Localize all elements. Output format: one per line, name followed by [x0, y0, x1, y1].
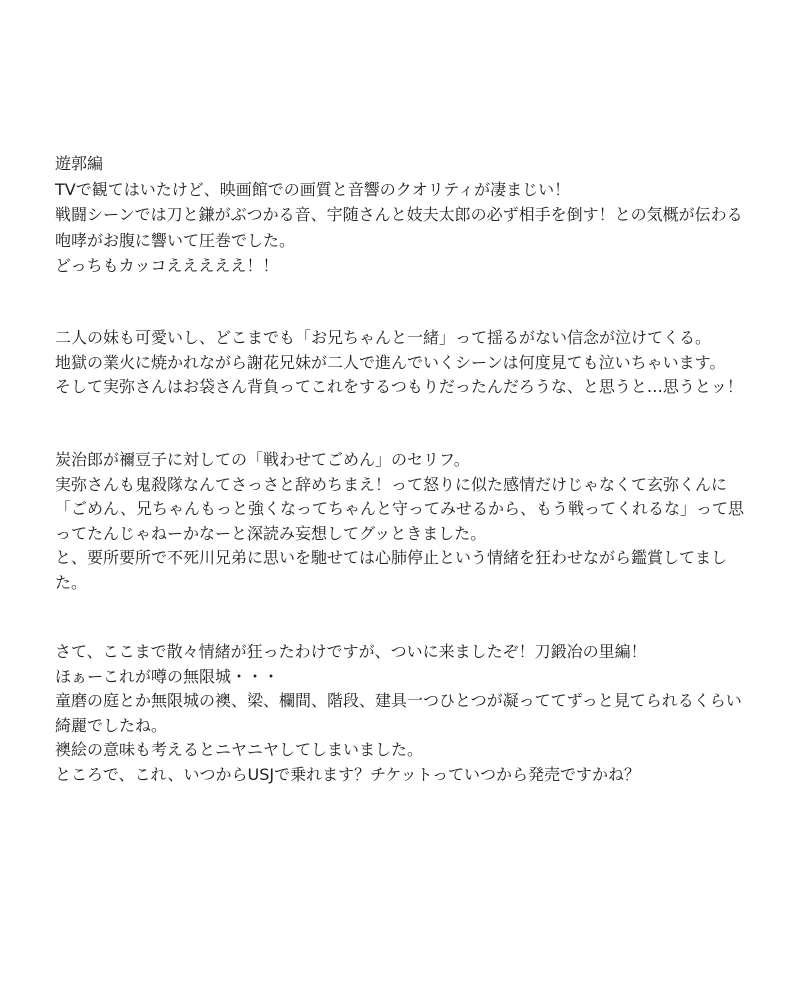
text-line: どっちもカッコえええええ！！	[55, 256, 279, 275]
text-line: と、要所要所で不死川兄弟に思いを馳せては心肺停止という情緒を狂わせながら鑑賞してまし	[55, 548, 728, 567]
text-line: そして実弥さんはお袋さん背負ってこれをするつもりだったんだろうな、と思うと…思うとッ！	[55, 377, 743, 396]
paragraph-2	[55, 326, 785, 400]
paragraph-4	[55, 640, 785, 787]
text-line: 遊郭編	[55, 154, 104, 173]
text-line: 童磨の庭とか無限城の襖、梁、欄間、階段、建具一つひとつが凝っててずっと見てられるくらい	[55, 691, 742, 710]
paragraph-3	[55, 448, 785, 595]
text-line: 「ごめん、兄ちゃんもっと強くなってちゃんと守ってみせるから、もう戦ってくれるな」って思	[55, 499, 744, 518]
text-line: TVで観てはいたけど、映画館での画質と音響のクオリティが凄まじい！	[55, 179, 571, 199]
text-line: た。	[55, 572, 88, 592]
text-line: さて、ここまで散々情緒が狂ったわけですが、ついに来ましたぞ！刀鍛冶の里編！	[55, 642, 647, 661]
text-line: 綺麗でしたね。	[55, 715, 168, 735]
text-line: ほぁーこれが噂の無限城・・・	[55, 666, 280, 686]
paragraph-1	[55, 151, 785, 279]
text-line: 実弥さんも鬼殺隊なんてさっさと辞めちまえ！って怒りに似た感情だけじゃなくて玄弥くんに	[55, 474, 728, 494]
text-line: 炭治郎が禰豆子に対しての「戦わせてごめん」のセリフ。	[55, 450, 470, 469]
text-line: 咆哮がお腹に響いて圧巻でした。	[55, 230, 296, 250]
text-line: 戦闘シーンでは刀と鎌がぶつかる音、宇随さんと妓夫太郎の必ず相手を倒す！との気概が伝わる	[55, 205, 743, 224]
text-line: ってたんじゃねーかなーと深読み妄想してグッときました。	[55, 523, 487, 543]
text-line: 二人の妹も可愛いし、どこまでも「お兄ちゃんと一緒」って揺るがない信念が泣けてくる。	[55, 328, 712, 347]
text-line: 地獄の業火に焼かれながら謝花兄妹が二人で進んでいくシーンは何度見ても泣いちゃいます。	[55, 352, 726, 372]
text-line: ところで、これ、いつからUSJで乗れます？チケットっていつから発売ですかね？	[55, 764, 640, 784]
text-line: 襖絵の意味も考えるとニヤニヤしてしまいました。	[55, 740, 424, 759]
